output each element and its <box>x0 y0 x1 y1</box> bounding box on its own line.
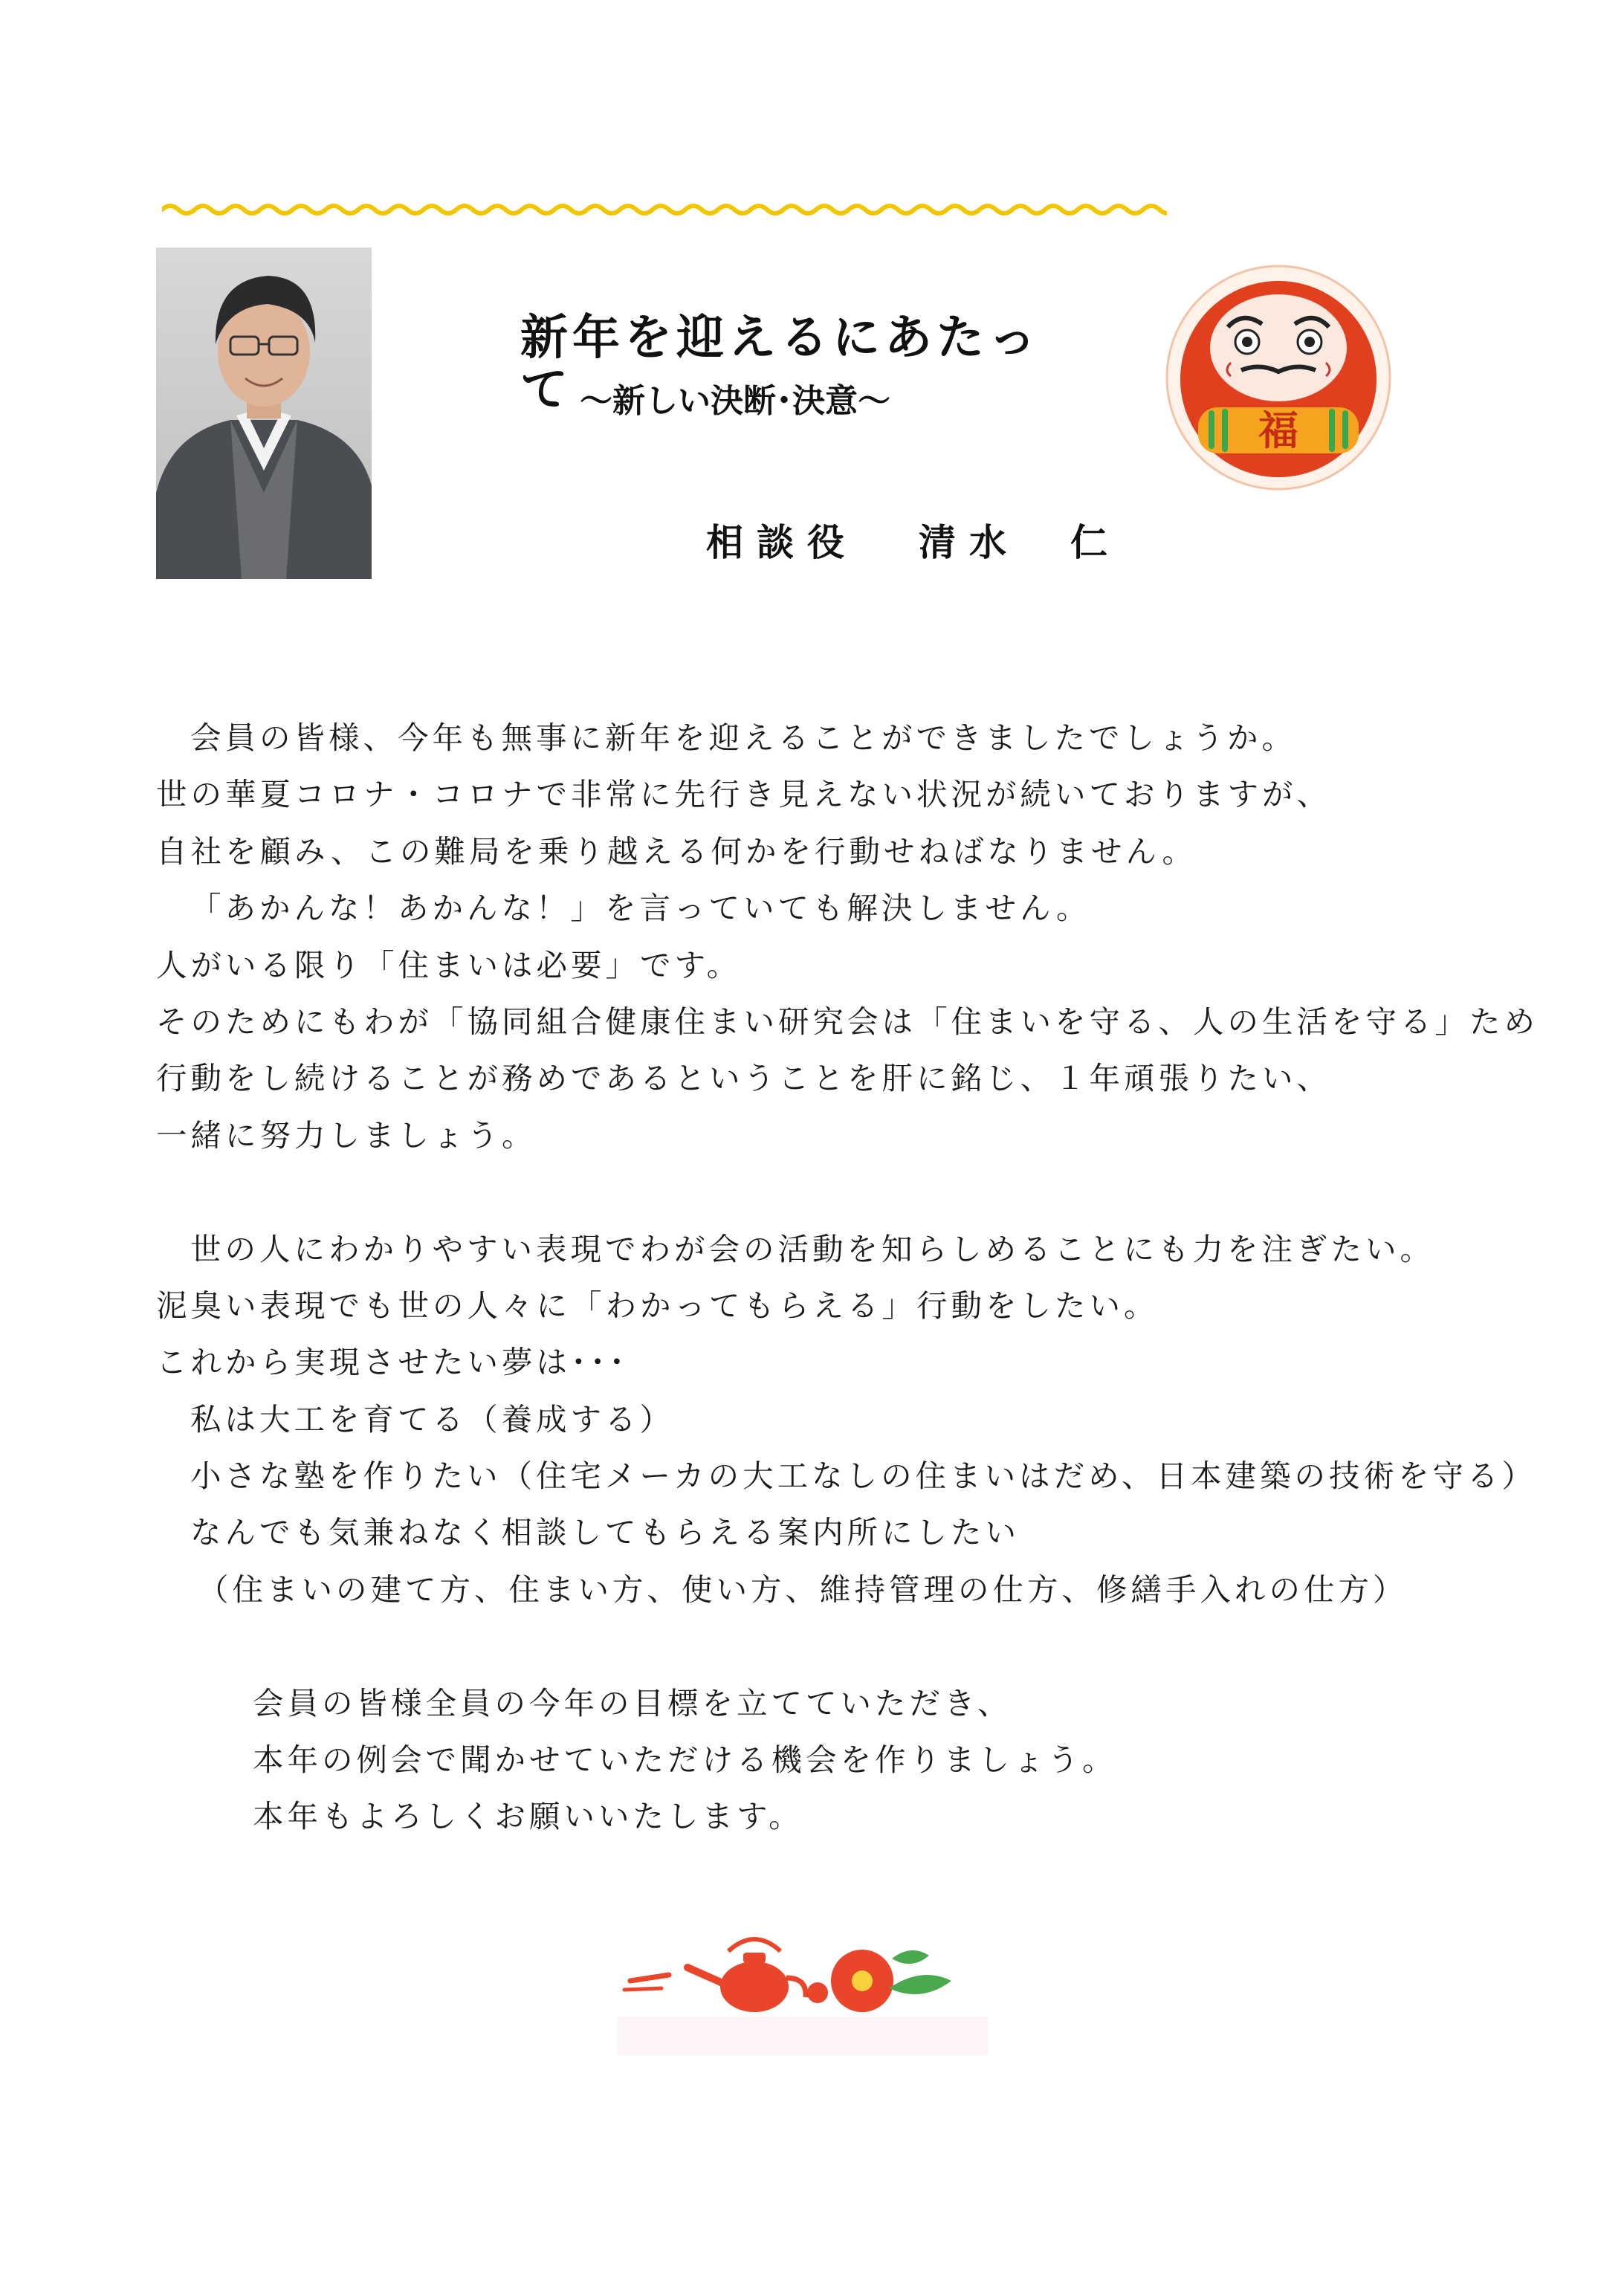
body-line: 人がいる限り「住まいは必要」です。 <box>156 946 742 983</box>
page-subtitle: ～新しい決断･決意～ <box>580 382 890 420</box>
author-portrait-photo <box>156 248 372 579</box>
author-role: 相談役 <box>706 520 858 564</box>
body-line: 自社を顧み、この難局を乗り越える何かを行動せねばなりません。 <box>156 832 1197 870</box>
body-line: （住まいの建て方、住まい方、使い方、維持管理の仕方、修繕手入れの仕方） <box>198 1571 1408 1608</box>
body-line: 世の人にわかりやすい表現でわが会の活動を知らしめることにも力を注ぎたい。 <box>190 1230 1435 1267</box>
body-line: 会員の皆様全員の今年の目標を立てていただき、 <box>253 1684 1012 1721</box>
daruma-fuku-character: 福 <box>1258 407 1298 454</box>
yellow-wave-divider <box>162 201 1167 219</box>
body-line: なんでも気兼ねなく相談してもらえる案内所にしたい <box>190 1514 1020 1551</box>
body-line: これから実現させたい夢は･･･ <box>156 1344 629 1381</box>
body-line: 泥臭い表現でも世の人々に「わかってもらえる」行動をしたい。 <box>156 1287 1159 1324</box>
author-name: 清水 仁 <box>919 520 1121 564</box>
body-line: 「あかんな！あかんな！」を言っていても解決しません。 <box>190 890 1091 927</box>
body-line: 会員の皆様、今年も無事に新年を迎えることができましたでしょうか。 <box>190 719 1297 756</box>
daruma-icon <box>1159 259 1397 497</box>
body-line: 行動をし続けることが務めであるということを肝に銘じ、１年頑張りたい、 <box>156 1060 1332 1097</box>
body-line: 世の華夏コロナ・コロナで非常に先行き見えない状況が続いておりますが、 <box>156 776 1332 813</box>
body-line: 私は大工を育てる（養成する） <box>190 1400 675 1438</box>
page-title: 新年を迎えるにあたって <box>520 311 1041 418</box>
paragraph-gap <box>156 1164 1486 1220</box>
greeting-body <box>156 710 1539 1846</box>
body-line: そのためにもわが「協同組合健康住まい研究会は「住まいを守る、人の生活を守る」ため <box>156 1003 1539 1040</box>
body-line: 本年の例会で聞かせていただける機会を作りましょう。 <box>253 1742 1117 1779</box>
paragraph-gap <box>156 1618 1486 1675</box>
body-line: 小さな塾を作りたい（住宅メーカの大工なしの住まいはだめ、日本建築の技術を守る） <box>190 1458 1537 1495</box>
teapot-camellia-illustration <box>617 1929 989 2055</box>
body-line: 本年もよろしくお願いいたします。 <box>253 1798 803 1835</box>
body-line: 一緒に努力しましょう。 <box>156 1116 537 1154</box>
